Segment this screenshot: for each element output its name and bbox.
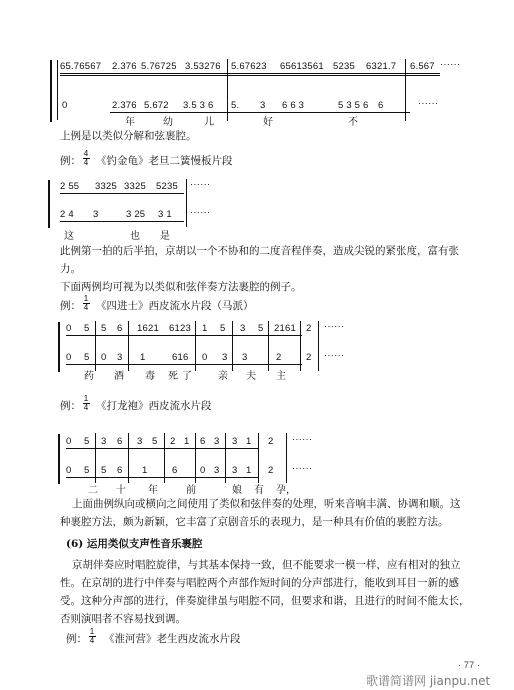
score2-lower-beam: [60, 221, 184, 222]
score4-lower-8: 3: [214, 465, 220, 476]
score1-upper-5: 5.67623: [231, 61, 267, 72]
score1-upper-beam: [60, 73, 440, 74]
example2-title: 《四进士》西皮流水片段（马派）: [96, 300, 254, 312]
score3-upper-9: 3: [240, 323, 246, 334]
score1-upper-4: 3.53276: [185, 61, 221, 72]
score1-lyric-4: 好: [263, 117, 273, 128]
example3-title: 《打龙袍》西皮流水片段: [96, 400, 212, 412]
score4-barline-1: [95, 433, 96, 483]
score3-lyric-7: 夫: [246, 371, 256, 382]
score3-upper-11: 2161: [274, 323, 296, 334]
score2-lyric-3: 是: [160, 231, 170, 242]
score4-lyric-2: 十: [116, 485, 126, 496]
page-number: · 77 ·: [458, 660, 481, 670]
example3-meter: [81, 395, 91, 412]
example1-title: 《钓金龟》老旦二簧慢板片段: [96, 155, 233, 167]
text-analysis-2-content: 此例第一拍的后半拍，京胡以一个不协和的二度音程伴奏，造成尖锐的紧张度，富有张力。: [60, 245, 459, 275]
score1-lower-6: 3: [260, 100, 266, 111]
example3-meter-top: 1: [83, 394, 89, 403]
score3-lower-beam: [66, 364, 302, 365]
score4-lower-7: 0: [200, 465, 206, 476]
score3-lower-3: 0: [101, 352, 107, 363]
score4-upper-2: 5: [84, 436, 90, 447]
score2-upper-dots: ······: [190, 179, 211, 190]
score2-lower-dots: ······: [190, 207, 211, 218]
score3-upper-10: 5: [258, 323, 264, 334]
score3-lyric-1: 药: [84, 371, 94, 382]
score1-lower-3: 5.672: [144, 100, 169, 111]
score4-lyric-1: 二: [88, 485, 98, 496]
score2-lower-2: 3: [93, 209, 99, 220]
score4-barline-7: [286, 433, 287, 483]
score1-lower-beam: [110, 112, 410, 113]
score2-upper-3: 3325: [124, 181, 146, 192]
score4-upper-3: 3: [101, 436, 107, 447]
score4-lower-11: 2: [268, 465, 274, 476]
score1-lower-9: 6: [378, 100, 384, 111]
score1-lyric-5: 不: [348, 117, 358, 128]
score1-lower-4: 3.5 3 6: [183, 100, 214, 111]
score3-lyric-8: 主: [276, 371, 286, 382]
score2-upper-1: 2 55: [60, 181, 80, 192]
score4-barline-3: [164, 433, 165, 483]
score1-lower-dots: ······: [418, 98, 439, 109]
example2-prefix: 例：: [60, 300, 81, 312]
example4-title: 《淮河营》老生西皮流水片段: [104, 633, 241, 645]
text-analysis-5: [60, 556, 470, 628]
score1-lyric-1: 年: [125, 117, 135, 128]
watermark: 歌谱简谱网 jianpu.net: [366, 674, 491, 688]
score1-upper-dots: ······: [440, 59, 461, 70]
score3-upper-12: 2: [306, 323, 312, 334]
score4-lower-dots: ······: [292, 463, 313, 474]
score4-lower-9: 3: [232, 465, 238, 476]
text-analysis-4: [60, 495, 470, 531]
example3-meter-bottom: 4: [83, 403, 89, 412]
score4-lyric-3: 年: [148, 485, 158, 496]
score2-upper-beam: [60, 193, 184, 194]
score3-upper-2: 5: [84, 323, 90, 334]
section-heading: (6) 运用类似支声性音乐裹腔: [66, 538, 203, 550]
score3-lyric-2: 酒: [114, 371, 124, 382]
score2-lower-4: 3 1: [158, 209, 172, 220]
score4-upper-dots: ······: [292, 434, 313, 445]
score4-lower-4: 6: [117, 465, 123, 476]
score2-lyric-2: 也: [130, 231, 140, 242]
score3-upper-3: 5: [101, 323, 107, 334]
example1-prefix: 例：: [60, 155, 81, 167]
text-analysis-4-content: 上面曲例纵向或横向之间使用了类似和弦伴奏的处理，听来音响丰满、协调和顺。这种裹腔方法，颇为新颖，它丰富了京剧音乐的表现力，是一种具有价值的裹腔方法。: [60, 498, 461, 528]
score1-lower-8: 5 3 5 6: [338, 100, 369, 111]
score4-lower-beam: [66, 477, 258, 478]
example1-meter-bottom: 4: [83, 158, 89, 167]
score3-upper-1: 0: [66, 323, 72, 334]
score4-upper-9: 6: [200, 436, 206, 447]
example4-meter-bottom: 4: [89, 636, 95, 645]
score1-upper-1: 65.76567: [60, 61, 102, 72]
score2-upper-2: 3325: [95, 181, 117, 192]
score3-upper-5: 1621: [137, 323, 159, 334]
score2-lyric-1: 这: [64, 231, 74, 242]
score4-lyric-6: 有: [254, 485, 264, 496]
score4-lower-2: 5: [84, 465, 90, 476]
score4-lower-1: 0: [66, 465, 72, 476]
example1-meter-top: 4: [83, 149, 89, 158]
example4-meter: [87, 628, 97, 645]
score1-upper-6: 65613561: [280, 61, 324, 72]
score3-barline-7: [318, 321, 319, 371]
score4-lyric-5: 娘: [232, 485, 242, 496]
score4-lower-10: 1: [246, 465, 252, 476]
score4-upper-10: 3: [214, 436, 220, 447]
score3-upper-beam: [66, 335, 302, 336]
score4-upper-11: 3: [232, 436, 238, 447]
score4-lower-6: 6: [172, 465, 178, 476]
score1-lyric-2: 幼: [163, 117, 173, 128]
score3-lower-6: 616: [172, 352, 189, 363]
score4-upper-13: 2: [268, 436, 274, 447]
score3-bracket: [58, 322, 60, 372]
score4-barline-4: [195, 433, 196, 483]
score3-upper-6: 6123: [169, 323, 191, 334]
score3-lyric-4: 死: [168, 371, 178, 382]
example2-meter-bottom: 4: [83, 303, 89, 312]
score2-upper-4: 5235: [156, 181, 178, 192]
score1-lower-7: 6 6 3: [282, 100, 305, 111]
score1-upper-2: 2.376: [112, 61, 137, 72]
score3-lower-5: 1: [140, 352, 146, 363]
score2-lower-3: 3 25: [126, 209, 146, 220]
score4-bracket: [58, 434, 60, 484]
score4-upper-beam: [66, 448, 258, 449]
score3-upper-8: 5: [220, 323, 226, 334]
example4-prefix: 例：: [66, 633, 87, 645]
score1-upper-9: 6.567: [410, 61, 435, 72]
text-analysis-5-content: 京胡伴奏应时唱腔旋律，与其基本保持一致，但不能要求一模一样，应有相对的独立性。在京胡的进行中伴奏与唱腔两个声部作短时间的分声部进行，能收到耳目一新的感受。这种分声部的进行，伴奏旋律虽与唱腔不同，但要求和谐，且进行的时间不能太长，否则演唱者不容易找到调。: [60, 559, 470, 625]
text-analysis-3: 下面两例均可视为以类似和弦伴奏方法裹腔的例子。: [60, 281, 302, 293]
text-analysis-2: [60, 242, 470, 278]
score1-lyric-3: 儿: [204, 117, 214, 128]
score2-barline-1: [186, 179, 187, 227]
score3-lower-1: 0: [66, 352, 72, 363]
score2-bracket: [48, 180, 50, 228]
score4-upper-1: 0: [66, 436, 72, 447]
score3-upper-7: 1: [202, 323, 208, 334]
score4-upper-7: 2: [170, 436, 176, 447]
score1-lower-1: 0: [62, 100, 68, 111]
score1-upper-beam2: [60, 75, 440, 76]
score3-upper-4: 6: [117, 323, 123, 334]
score1-upper-7: 5235: [333, 61, 355, 72]
score3-lower-9: 3: [242, 352, 248, 363]
score4-upper-4: 6: [117, 436, 123, 447]
score4-upper-12: 1: [246, 436, 252, 447]
score3-lower-dots: ······: [324, 350, 345, 361]
score1-upper-8: 6321.7: [366, 61, 397, 72]
example4-meter-top: 1: [89, 627, 95, 636]
score4-lower-3: 5: [101, 465, 107, 476]
score1-left-bar: [57, 60, 58, 120]
score4-lyric-7: 孕，: [276, 485, 296, 496]
score4-upper-5: 3: [137, 436, 143, 447]
score4-upper-6: 5: [152, 436, 158, 447]
score4-barline-5: [225, 433, 226, 483]
example3-prefix: 例：: [60, 400, 81, 412]
score3-upper-dots: ······: [324, 321, 345, 332]
score1-bracket: [50, 60, 52, 122]
score2-lower-1: 2 4: [60, 209, 74, 220]
score3-lyric-5: 了: [182, 371, 192, 382]
score4-barline-6: [258, 433, 259, 483]
score1-lower-5: 5.: [231, 100, 240, 111]
score3-lower-11: 2: [306, 352, 312, 363]
score1-upper-3: 5.76725: [141, 61, 177, 72]
score4-upper-8: 1: [184, 436, 190, 447]
score3-lower-4: 3: [117, 352, 123, 363]
score4-barline-2: [128, 433, 129, 483]
score3-lower-10: 2: [276, 352, 282, 363]
score4-lower-5: 1: [142, 465, 148, 476]
example2-meter-top: 1: [83, 294, 89, 303]
score3-lyric-3: 毒: [145, 371, 155, 382]
score3-lower-7: 0: [202, 352, 208, 363]
example1-meter: [81, 150, 91, 167]
score3-lower-8: 3: [222, 352, 228, 363]
score3-lower-2: 5: [84, 352, 90, 363]
score3-lyric-6: 亲: [218, 371, 228, 382]
score1-lower-2: 2.376: [112, 100, 137, 111]
score4-lyric-4: 前: [186, 485, 196, 496]
example2-meter: [81, 295, 91, 312]
text-analysis-1: 上例是以类似分解和弦裹腔。: [60, 130, 197, 142]
